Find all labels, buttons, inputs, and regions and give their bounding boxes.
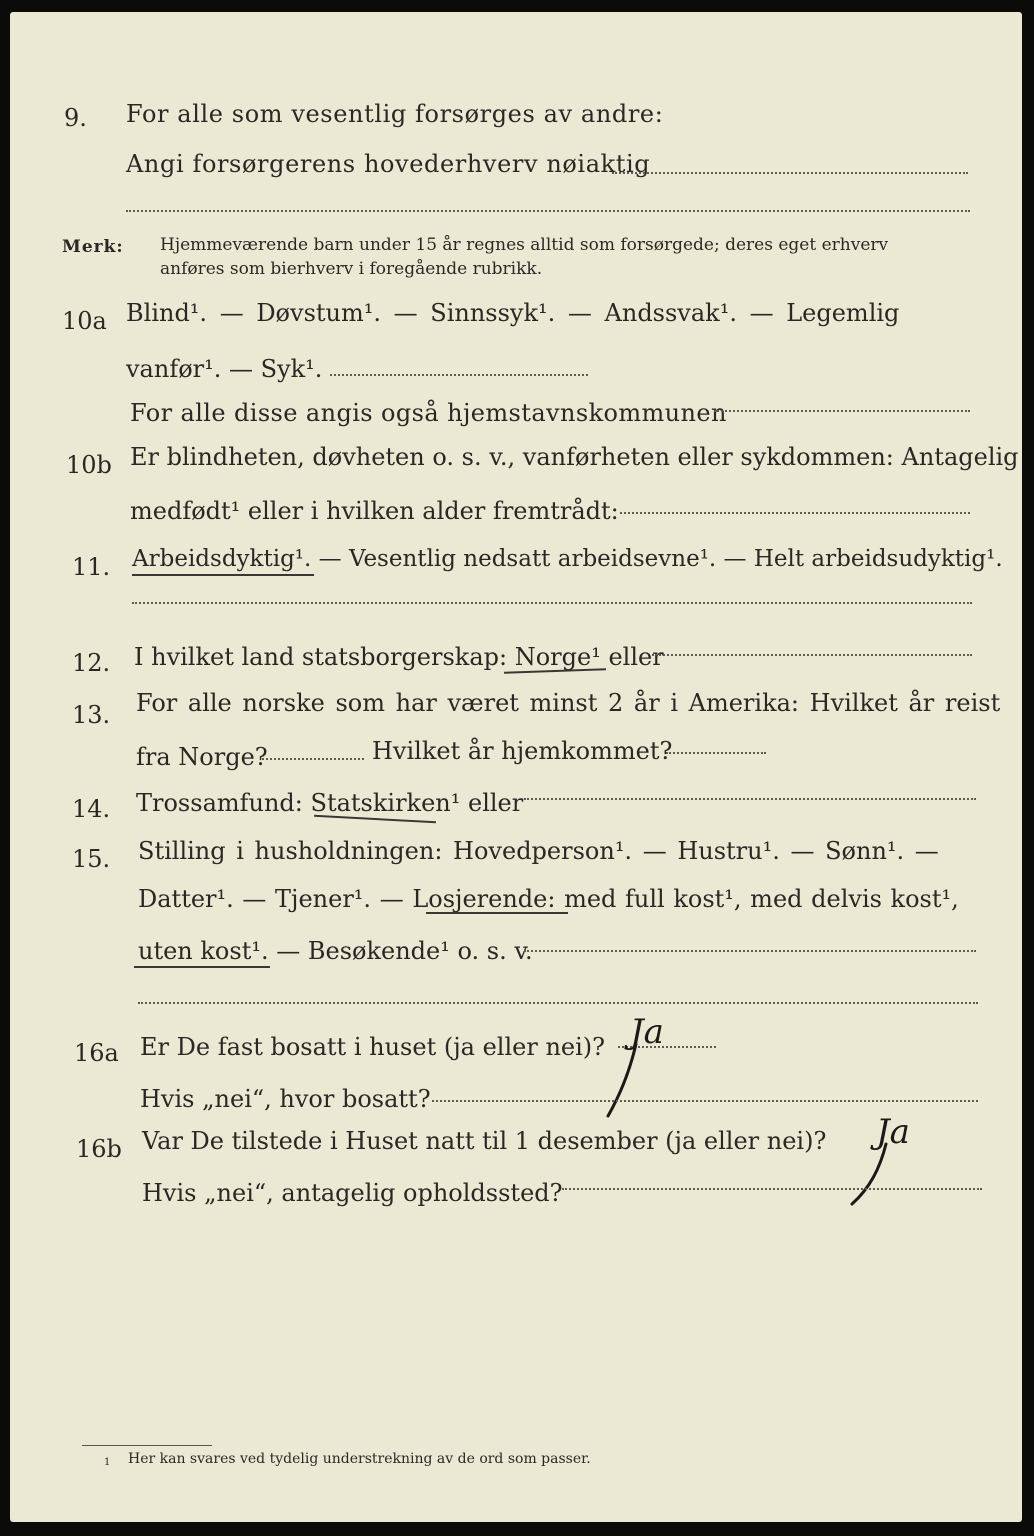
q13-line2a: fra Norge?	[136, 743, 268, 771]
q15-line2: Datter¹. — Tjener¹. — Losjerende: med full kost¹, med delvis kost¹,	[138, 885, 959, 913]
q15-number: 15.	[72, 845, 111, 873]
q10a-line1: Blind¹. — Døvstum¹. — Sinnssyk¹. — Andssvak¹. — Legemlig	[126, 299, 900, 327]
q9-line2: Angi forsørgerens hovederhverv nøiaktig	[126, 150, 651, 178]
q10a-answer-line[interactable]	[330, 374, 588, 376]
q16a-number: 16a	[74, 1039, 119, 1067]
q11-answer-underline	[132, 574, 314, 576]
q13-departure-line[interactable]	[262, 758, 364, 760]
q11-answer-line[interactable]	[132, 602, 972, 604]
q16b-line2: Hvis „nei“, antagelig opholdssted?	[142, 1179, 563, 1207]
merk-label: Merk:	[62, 237, 124, 257]
footnote-rule	[82, 1445, 212, 1446]
q15-line1: Stilling i husholdningen: Hovedperson¹. — Hustru¹. — Sønn¹. —	[138, 837, 939, 865]
q13-line1: For alle norske som har været minst 2 år i Amerika: Hvilket år reist	[136, 689, 1001, 717]
q16a-line1: Er De fast bosatt i huset (ja eller nei)?	[140, 1033, 606, 1061]
q9-answer-line-2[interactable]	[126, 210, 970, 212]
q16a-handwritten-answer: Ja	[630, 1012, 664, 1052]
q10a-hometown-line[interactable]	[714, 410, 970, 412]
q16b-line1: Var De tilstede i Huset natt til 1 desember (ja eller nei)?	[142, 1127, 827, 1155]
q10a-number: 10a	[62, 307, 107, 335]
q14-line1: Trossamfund: Statskirken¹ eller	[136, 789, 524, 817]
q16b-number: 16b	[76, 1135, 122, 1163]
q16a-residence-line[interactable]	[432, 1100, 978, 1102]
merk-line2: anføres som bierhverv i foregående rubrikk.	[160, 259, 543, 279]
q13-line2b: Hvilket år hjemkommet?	[372, 737, 673, 765]
q15-line3: uten kost¹. — Besøkende¹ o. s. v.	[138, 937, 533, 965]
q16b-handwritten-stroke	[842, 1140, 892, 1210]
q11-number: 11.	[72, 553, 111, 581]
footnote-mark: 1	[104, 1457, 111, 1468]
q15-uten-kost-underline	[134, 966, 270, 968]
q10b-number: 10b	[66, 451, 112, 479]
q10a-line3: For alle disse angis også hjemstavnskommunen	[130, 399, 727, 427]
q9-number: 9.	[64, 104, 87, 132]
q13-return-line[interactable]	[666, 752, 766, 754]
q16b-location-line[interactable]	[562, 1188, 982, 1190]
q9-answer-line[interactable]	[612, 172, 968, 174]
q16a-line2: Hvis „nei“, hvor bosatt?	[140, 1085, 431, 1113]
q13-number: 13.	[72, 701, 111, 729]
q10a-line2: vanfør¹. — Syk¹.	[126, 355, 323, 383]
q9-line1: For alle som vesentlig forsørges av andre:	[126, 100, 664, 128]
q14-number: 14.	[72, 795, 111, 823]
footnote-text: Her kan svares ved tydelig understrekning av de ord som passer.	[128, 1451, 591, 1467]
merk-line1: Hjemmeværende barn under 15 år regnes alltid som forsørgede; deres eget erhverv	[160, 235, 889, 255]
q16a-handwritten-stroke	[600, 1040, 640, 1120]
q15-answer-line-2[interactable]	[138, 1002, 978, 1004]
q10b-line1: Er blindheten, døvheten o. s. v., vanførheten eller sykdommen: Antagelig	[130, 443, 1019, 471]
q11-line1: Arbeidsdyktig¹. — Vesentlig nedsatt arbeidsevne¹. — Helt arbeidsudyktig¹.	[132, 546, 1003, 572]
q15-losjerende-underline	[426, 912, 568, 914]
q10b-line2: medfødt¹ eller i hvilken alder fremtrådt:	[130, 497, 619, 525]
q12-line1: I hvilket land statsborgerskap: Norge¹ eller	[134, 643, 664, 671]
q14-answer-line[interactable]	[524, 798, 976, 800]
q12-number: 12.	[72, 649, 111, 677]
q10b-answer-line[interactable]	[620, 512, 970, 514]
q15-answer-line[interactable]	[524, 950, 976, 952]
q12-answer-line[interactable]	[652, 654, 972, 656]
q16b-handwritten-answer: Ja	[876, 1112, 910, 1152]
